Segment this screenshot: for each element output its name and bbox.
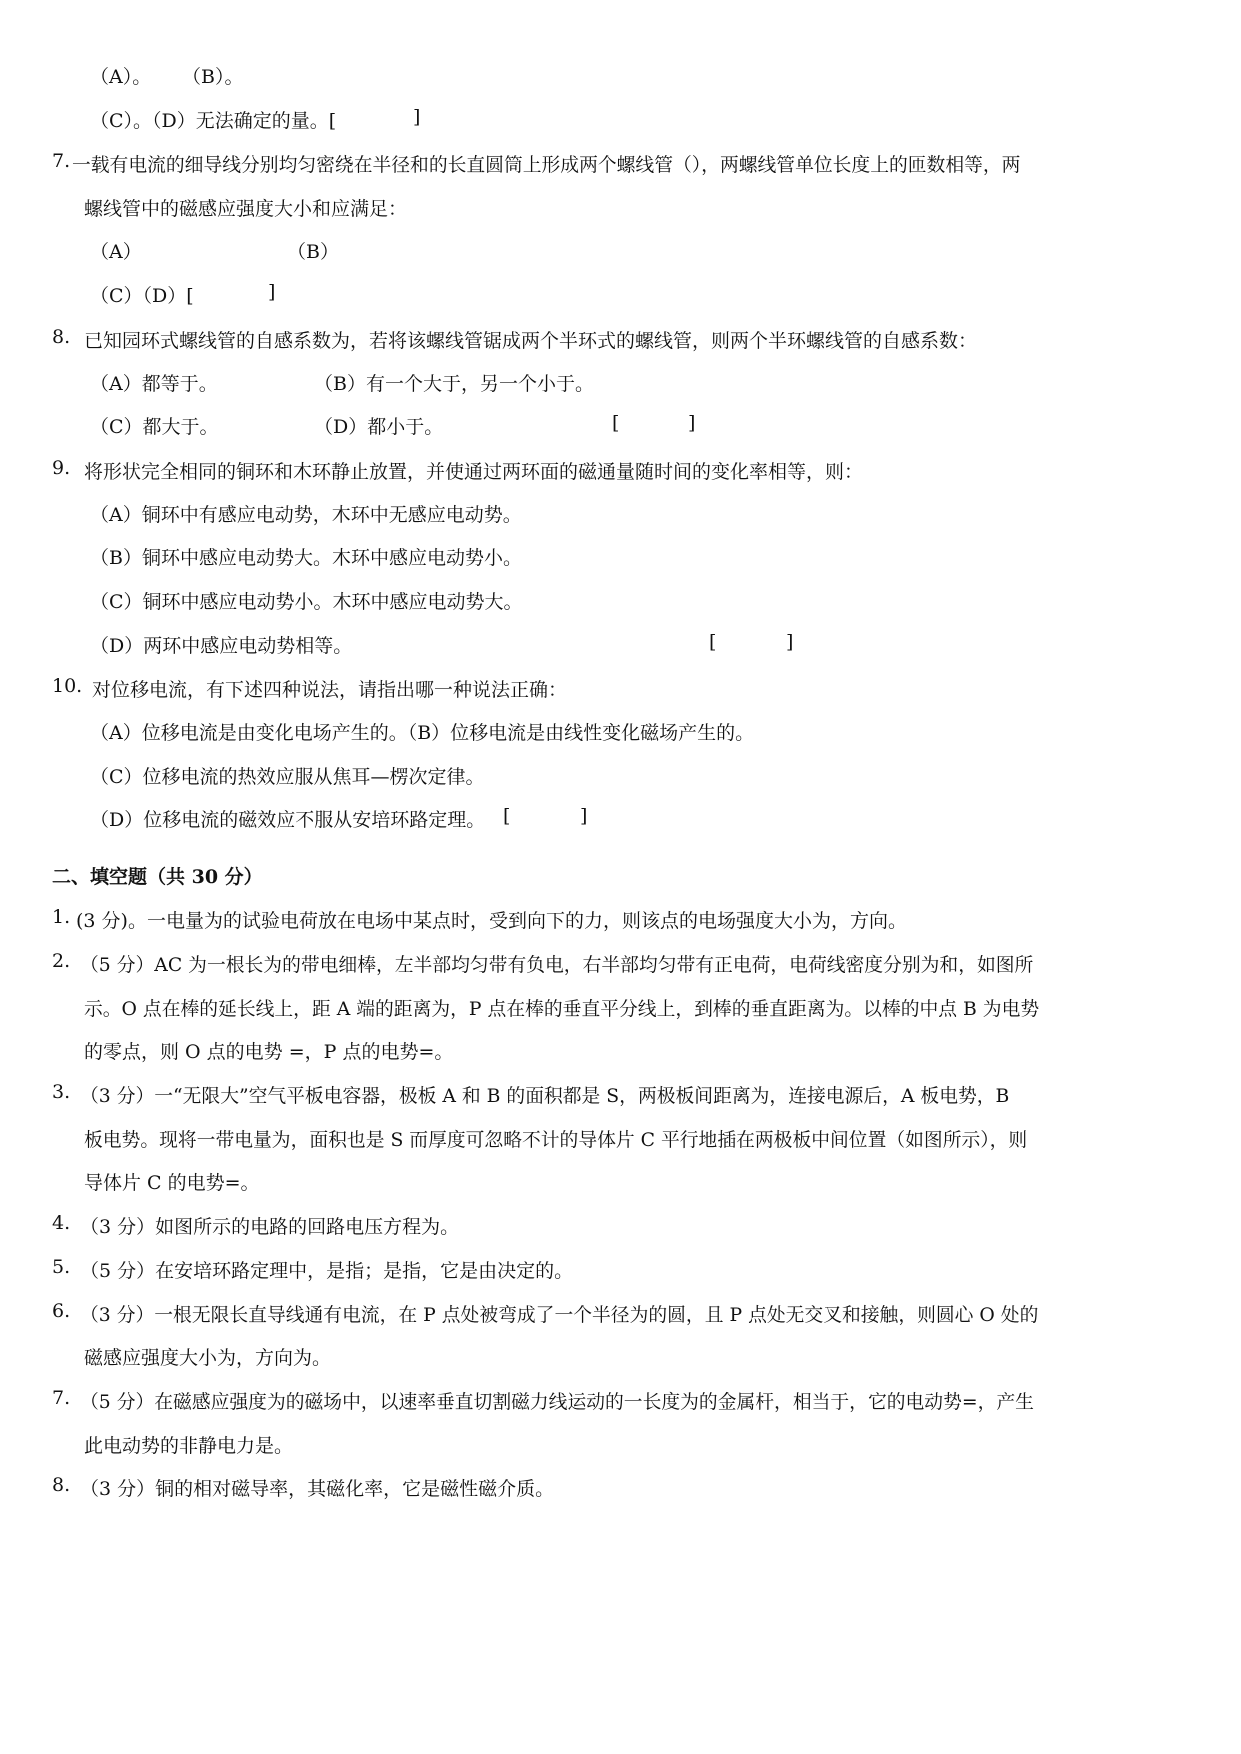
fill-q2-line3: 的零点，则 O 点的电势 =，P 点的电势=。 [84,1041,454,1063]
q8-stem: 已知园环式螺线管的自感系数为，若将该螺线管锯成两个半环式的螺线管，则两个半环螺线管的自感系数： [84,330,978,352]
section-heading-fill-in: 二、填空题（共 30 分） [52,866,263,888]
q8-answer-bracket-close: ] [688,412,696,434]
q10-option-c: （C）位移电流的热效应服从焦耳—楞次定律。 [90,766,485,788]
fill-q4-line1: （3 分）如图所示的电路的回路电压方程为。 [80,1216,460,1238]
fill-q3-number: 3. [52,1081,71,1103]
fill-q6-number: 6. [52,1300,71,1322]
q6-answer-bracket-close: ] [413,106,421,128]
fill-q1-line1: (3 分)。一电量为的试验电荷放在电场中某点时，受到向下的力，则该点的电场强度大小为，方向。 [76,910,907,932]
q8-option-b: （B）有一个大于，另一个小于。 [314,373,594,395]
q10-option-ab: （A）位移电流是由变化电场产生的。（B）位移电流是由线性变化磁场产生的。 [90,722,755,744]
q7-number: 7. [52,150,71,172]
q8-option-a: （A）都等于。 [90,373,218,395]
fill-q6-line2: 磁感应强度大小为，方向为。 [84,1347,332,1369]
q7-answer-bracket-close: ] [268,281,276,303]
q9-answer-bracket-open: [ [709,631,717,653]
q7-stem-line1: 一载有电流的细导线分别均匀密绕在半径和的长直圆筒上形成两个螺线管（），两螺线管单位长度上的匝数相等，两 [72,155,1021,176]
fill-q7-line2: 此电动势的非静电力是。 [84,1435,294,1457]
fill-q4-number: 4. [52,1212,71,1234]
fill-q2-line1: （5 分）AC 为一根长为的带电细棒，左半部均匀带有负电，右半部均匀带有正电荷，电荷线密度分别为和，如图所 [80,955,1034,976]
fill-q1-number: 1. [52,906,71,928]
q10-stem: 对位移电流，有下述四种说法，请指出哪一种说法正确： [92,679,568,701]
q9-number: 9. [52,457,71,479]
q7-option-b: （B） [287,241,339,263]
q9-option-d: （D）两环中感应电动势相等。 [90,635,353,657]
fill-q2-line2: 示。O 点在棒的延长线上，距 A 端的距离为，P 点在棒的垂直平分线上，到棒的垂直距离为。以棒的中点 B 为电势 [84,999,1040,1020]
fill-q7-number: 7. [52,1387,71,1409]
fill-q5-line1: （5 分）在安培环路定理中，是指；是指，它是由决定的。 [80,1260,574,1282]
q7-option-cd: （C）（D）[ [90,285,194,307]
q9-answer-bracket-close: ] [786,631,794,653]
q8-option-c: （C）都大于。 [90,416,219,438]
q8-option-d: （D）都小于。 [314,416,444,438]
q6-option-a: （A）。 [90,66,152,88]
q10-option-d: （D）位移电流的磁效应不服从安培环路定理。 [90,809,486,831]
fill-q2-number: 2. [52,950,71,972]
fill-q3-line2: 板电势。现将一带电量为，面积也是 S 而厚度可忽略不计的导体片 C 平行地插在两极板中间位置（如图所示），则 [84,1130,1028,1151]
fill-q3-line3: 导体片 C 的电势=。 [84,1172,260,1194]
q9-option-c: （C）铜环中感应电动势小。木环中感应电动势大。 [90,591,523,613]
q9-option-b: （B）铜环中感应电动势大。木环中感应电动势小。 [90,547,522,569]
q10-number: 10. [52,675,83,697]
fill-q6-line1: （3 分）一根无限长直导线通有电流，在 P 点处被弯成了一个半径为的圆，且 P 点处无交叉和接触，则圆心 O 处的 [80,1305,1039,1326]
q6-option-cd: （C）。（D）无法确定的量。[ [90,110,337,132]
q9-option-a: （A）铜环中有感应电动势，木环中无感应电动势。 [90,504,522,526]
q8-answer-bracket-open: [ [612,412,620,434]
fill-q3-line1: （3 分）一“无限大”空气平板电容器，极板 A 和 B 的面积都是 S，两极板间距离为，连接电源后，A 板电势，B [80,1086,1010,1107]
fill-q5-number: 5. [52,1256,71,1278]
q10-answer-bracket-open: [ [503,805,511,827]
q7-option-a: （A） [90,241,142,263]
q6-option-b: （B）。 [182,66,244,88]
q8-number: 8. [52,326,71,348]
q7-stem-line2: 螺线管中的磁感应强度大小和应满足： [84,198,408,220]
fill-q8-number: 8. [52,1474,71,1496]
fill-q7-line1: （5 分）在磁感应强度为的磁场中，以速率垂直切割磁力线运动的一长度为的金属杆，相当于，它的电动势=，产生 [80,1392,1034,1413]
q10-answer-bracket-close: ] [580,805,588,827]
q9-stem: 将形状完全相同的铜环和木环静止放置，并使通过两环面的磁通量随时间的变化率相等，则： [84,461,864,483]
fill-q8-line1: （3 分）铜的相对磁导率，其磁化率，它是磁性磁介质。 [80,1478,555,1500]
